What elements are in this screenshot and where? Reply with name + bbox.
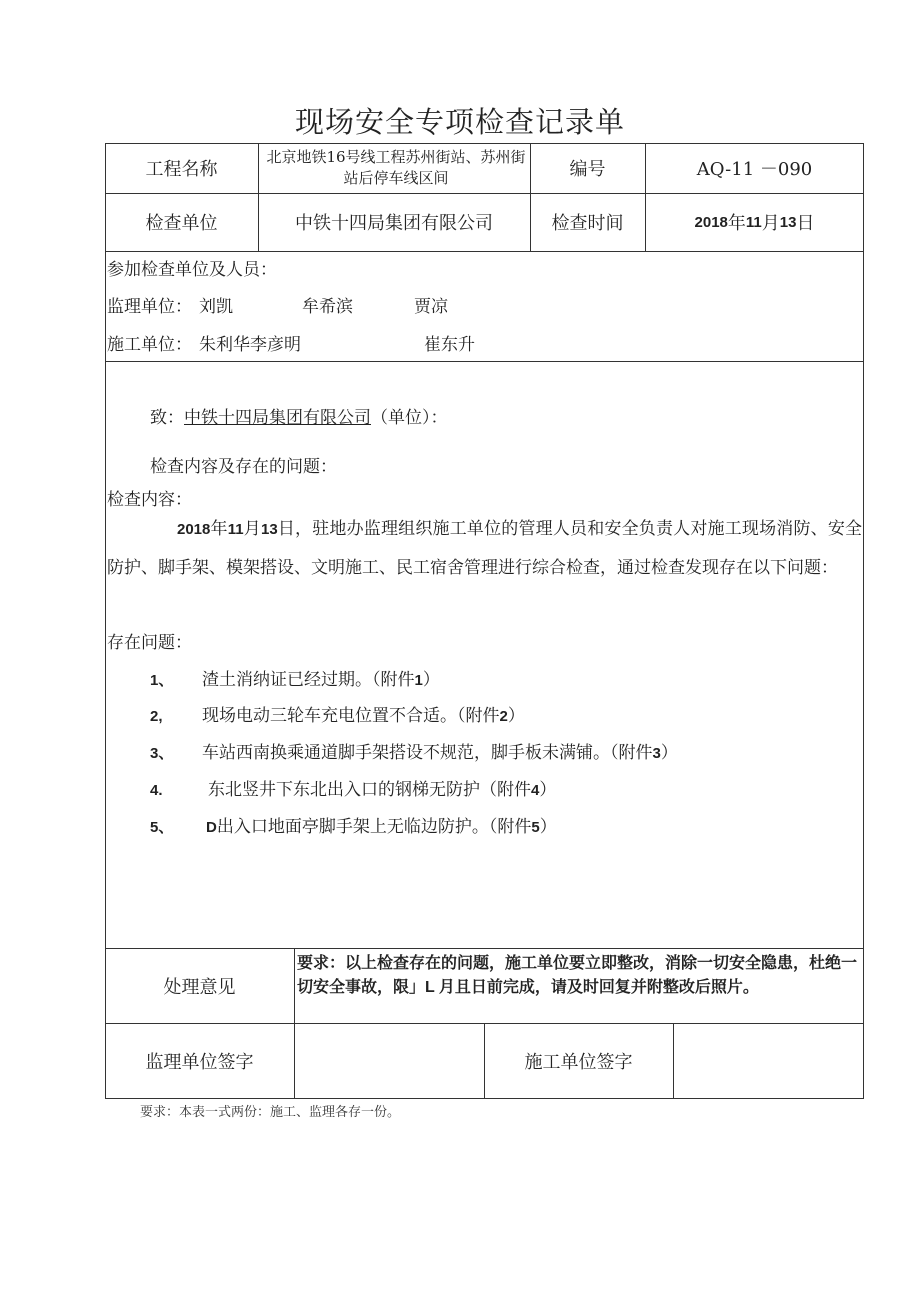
para-text: 日，驻地办监理组织施工单位的管理人员和安全负责人对施工现场消防、安全防护、脚手架、模架搭设、文明施工、民工宿舍管理进行综合检查，通过检查发现存在以下问题：: [107, 519, 863, 578]
project-name-value: 北京地铁16号线工程苏州街站、苏州街站后停车线区间: [266, 148, 526, 187]
footnote: 要求：本表一式两份：施工、监理各存一份。: [140, 1105, 401, 1120]
time-year: 2018: [694, 213, 728, 231]
addressee-unit: 中铁十四局集团有限公司: [184, 408, 371, 428]
time-month: 11: [745, 213, 762, 231]
item-ref: 5: [531, 819, 540, 836]
item-lead: D: [206, 819, 217, 836]
supervision-unit-label: 监理单位：: [107, 297, 192, 317]
para-month: 11: [227, 521, 244, 538]
time-month-suffix: 月: [761, 213, 780, 234]
inspection-unit-label: 检查单位: [145, 213, 218, 234]
item-number: 1、: [150, 672, 174, 689]
item-number: 3、: [150, 745, 174, 762]
supervision-signature-label: 监理单位签字: [145, 1052, 254, 1073]
list-item: [150, 701, 525, 726]
supervision-person: 贾凉: [414, 297, 448, 317]
item-ref: 3: [652, 745, 661, 762]
item-ref: 1: [414, 672, 423, 689]
inspection-time-value: [645, 193, 864, 251]
number-value: AQ-11 －090: [696, 159, 813, 180]
content-heading: 检查内容：: [107, 490, 192, 510]
addressee-suffix: （单位）：: [371, 408, 448, 428]
handling-label: 处理意见: [163, 976, 236, 998]
item-text: 出入口地面亭脚手架上无临边防护。（附件: [216, 817, 532, 837]
para-month-suffix: 月: [243, 519, 261, 539]
page-title: 现场安全专项检查记录单: [294, 105, 625, 139]
item-close: ）: [422, 670, 440, 690]
item-text: 现场电动三轮车充电位置不合适。（附件: [202, 706, 500, 726]
item-text: 车站西南换乘通道脚手架搭设不规范，脚手板未满铺。（附件: [202, 743, 653, 763]
para-year: 2018: [177, 521, 211, 538]
item-close: ）: [660, 743, 678, 763]
item-number: 4.: [150, 782, 163, 799]
number-label: 编号: [569, 159, 606, 180]
item-ref: 2: [499, 708, 508, 725]
para-year-suffix: 年: [210, 519, 228, 539]
list-item: [150, 812, 557, 837]
supervision-signature-field: [294, 1023, 484, 1099]
supervision-person: 牟希滨: [302, 297, 353, 317]
item-number: 5、: [150, 819, 174, 836]
addressee-prefix: 致：: [150, 408, 184, 428]
construction-signature-field: [673, 1023, 864, 1099]
item-close: ）: [539, 780, 557, 800]
construction-person: 崔东升: [424, 335, 475, 355]
supervision-person: 刘凯: [199, 297, 233, 317]
item-number: 2,: [150, 708, 163, 725]
problems-heading: 存在问题：: [107, 633, 192, 653]
content-paragraph: [107, 510, 862, 587]
construction-person: 朱利华李彦明: [199, 335, 301, 355]
divider: [105, 251, 864, 252]
item-close: ）: [539, 817, 557, 837]
time-year-suffix: 年: [727, 213, 746, 234]
list-item: [150, 738, 678, 763]
item-ref: 4: [531, 782, 540, 799]
issues-heading: 检查内容及存在的问题：: [150, 457, 337, 477]
item-close: ）: [507, 706, 525, 726]
divider: [105, 361, 864, 362]
construction-signature-label: 施工单位签字: [524, 1052, 633, 1073]
inspection-unit-value: 中铁十四局集团有限公司: [295, 213, 493, 234]
time-day-suffix: 日: [796, 213, 815, 234]
handling-text: 要求：以上检查存在的问题，施工单位要立即整改，消除一切安全隐患，杜绝一切安全事故，限」L 月且日前完成，请及时回复并附整改后照片。: [297, 955, 858, 996]
list-item: [150, 775, 556, 800]
time-day: 13: [779, 213, 797, 231]
participants-heading: 参加检查单位及人员：: [107, 260, 277, 280]
inspection-time-label: 检查时间: [551, 213, 624, 234]
item-text: 东北竖井下东北出入口的钢梯无防护（附件: [208, 780, 531, 800]
project-name-label: 工程名称: [145, 159, 218, 180]
construction-unit-label: 施工单位：: [107, 335, 192, 355]
addressee-line: [150, 403, 448, 428]
para-day: 13: [260, 521, 278, 538]
item-text: 渣土消纳证已经过期。（附件: [202, 670, 415, 690]
list-item: [150, 665, 440, 690]
